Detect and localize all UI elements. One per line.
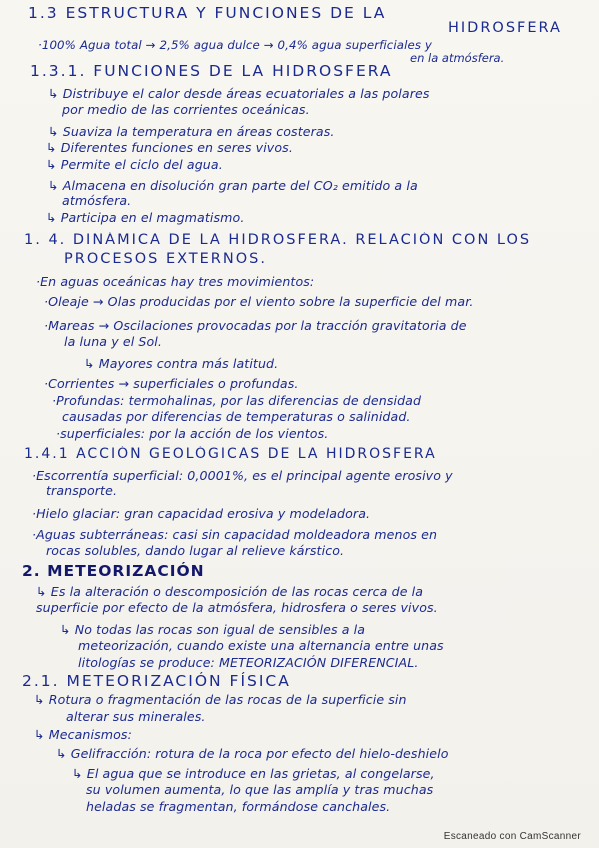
scanner-watermark: Escaneado con CamScanner	[443, 831, 581, 842]
ocean-movements-intro: ·En aguas oceánicas hay tres movimientos:	[36, 274, 315, 289]
mechanism-detail-cont: heladas se fragmentan, formándose canchales.	[86, 799, 391, 814]
section-title-1-3: 1.3 ESTRUCTURA Y FUNCIONES DE LA	[28, 4, 387, 22]
current-type: ·Profundas: termohalinas, por las diferencias de densidad	[52, 393, 422, 408]
physical-weathering-definition: ↳ Rotura o fragmentación de las rocas de la superficie sin	[34, 692, 407, 707]
function-item: ↳ Suaviza la temperatura en áreas costeras.	[48, 124, 335, 139]
movement-item: ·Mareas → Oscilaciones provocadas por la tracción gravitatoria de	[44, 318, 467, 333]
mechanism-item: ↳ Gelifracción: rotura de la roca por efecto del hielo-deshielo	[56, 746, 449, 761]
movement-item-cont: la luna y el Sol.	[64, 334, 163, 349]
geologic-action-item: ·Aguas subterráneas: casi sin capacidad moldeadora menos en	[32, 527, 438, 542]
function-item: ↳ Permite el ciclo del agua.	[46, 157, 223, 172]
section-title-1-4-cont: PROCESOS EXTERNOS.	[64, 251, 267, 267]
section-title-2: 2. METEORIZACIÓN	[22, 562, 205, 580]
current-type: ·superficiales: por la acción de los vientos.	[56, 426, 329, 441]
movement-item: ·Corrientes → superficiales o profundas.	[44, 376, 299, 391]
mechanisms-label: ↳ Mecanismos:	[34, 727, 132, 742]
function-item: ↳ Participa en el magmatismo.	[46, 210, 245, 225]
movement-item: ·Oleaje → Olas producidas por el viento sobre la superficie del mar.	[44, 294, 474, 309]
function-item: ↳ Almacena en disolución gran parte del CO₂ emitido a la	[48, 178, 418, 193]
weathering-note: ↳ No todas las rocas son igual de sensibles a la	[60, 622, 366, 637]
physical-weathering-definition-cont: alterar sus minerales.	[66, 709, 206, 724]
function-item-cont: por medio de las corrientes oceánicas.	[62, 102, 310, 117]
section-title-1-3-cont: HIDROSFERA	[448, 20, 562, 36]
weathering-definition: ↳ Es la alteración o descomposición de las rocas cerca de la	[36, 584, 424, 599]
movement-note: ↳ Mayores contra más latitud.	[84, 356, 279, 371]
section-title-1-4-1: 1.4.1 ACCIÓN GEOLÓGICAS DE LA HIDROSFERA	[24, 446, 437, 462]
function-item: ↳ Diferentes funciones en seres vivos.	[46, 140, 293, 155]
water-percentages: ·100% Agua total → 2,5% agua dulce → 0,4% agua superficiales y	[38, 38, 433, 52]
geologic-action-item: ·Hielo glaciar: gran capacidad erosiva y modeladora.	[32, 506, 371, 521]
function-item: ↳ Distribuye el calor desde áreas ecuatoriales a las polares	[48, 86, 430, 101]
section-title-1-4: 1. 4. DINÁMICA DE LA HIDROSFERA. RELACIÓN CON LOS	[24, 232, 532, 248]
geologic-action-item-cont: transporte.	[46, 483, 118, 498]
mechanism-detail: ↳ El agua que se introduce en las grietas, al congelarse,	[72, 766, 435, 781]
geologic-action-item-cont: rocas solubles, dando lugar al relieve kárstico.	[46, 543, 345, 558]
weathering-definition-cont: superficie por efecto de la atmósfera, hidrosfera o seres vivos.	[36, 600, 438, 615]
mechanism-detail-cont: su volumen aumenta, lo que las amplía y tras muchas	[86, 782, 434, 797]
section-title-2-1: 2.1. METEORIZACIÓN FÍSICA	[22, 672, 291, 690]
weathering-note-cont: litologías se produce: METEORIZACIÓN DIFERENCIAL.	[78, 655, 419, 670]
water-percentages-cont: en la atmósfera.	[410, 51, 505, 65]
weathering-note-cont: meteorización, cuando existe una alternancia entre unas	[78, 638, 444, 653]
function-item-cont: atmósfera.	[62, 193, 132, 208]
current-type-cont: causadas por diferencias de temperaturas o salinidad.	[62, 409, 411, 424]
geologic-action-item: ·Escorrentía superficial: 0,0001%, es el principal agente erosivo y	[32, 468, 453, 483]
section-title-1-3-1: 1.3.1. FUNCIONES DE LA HIDROSFERA	[30, 62, 393, 80]
